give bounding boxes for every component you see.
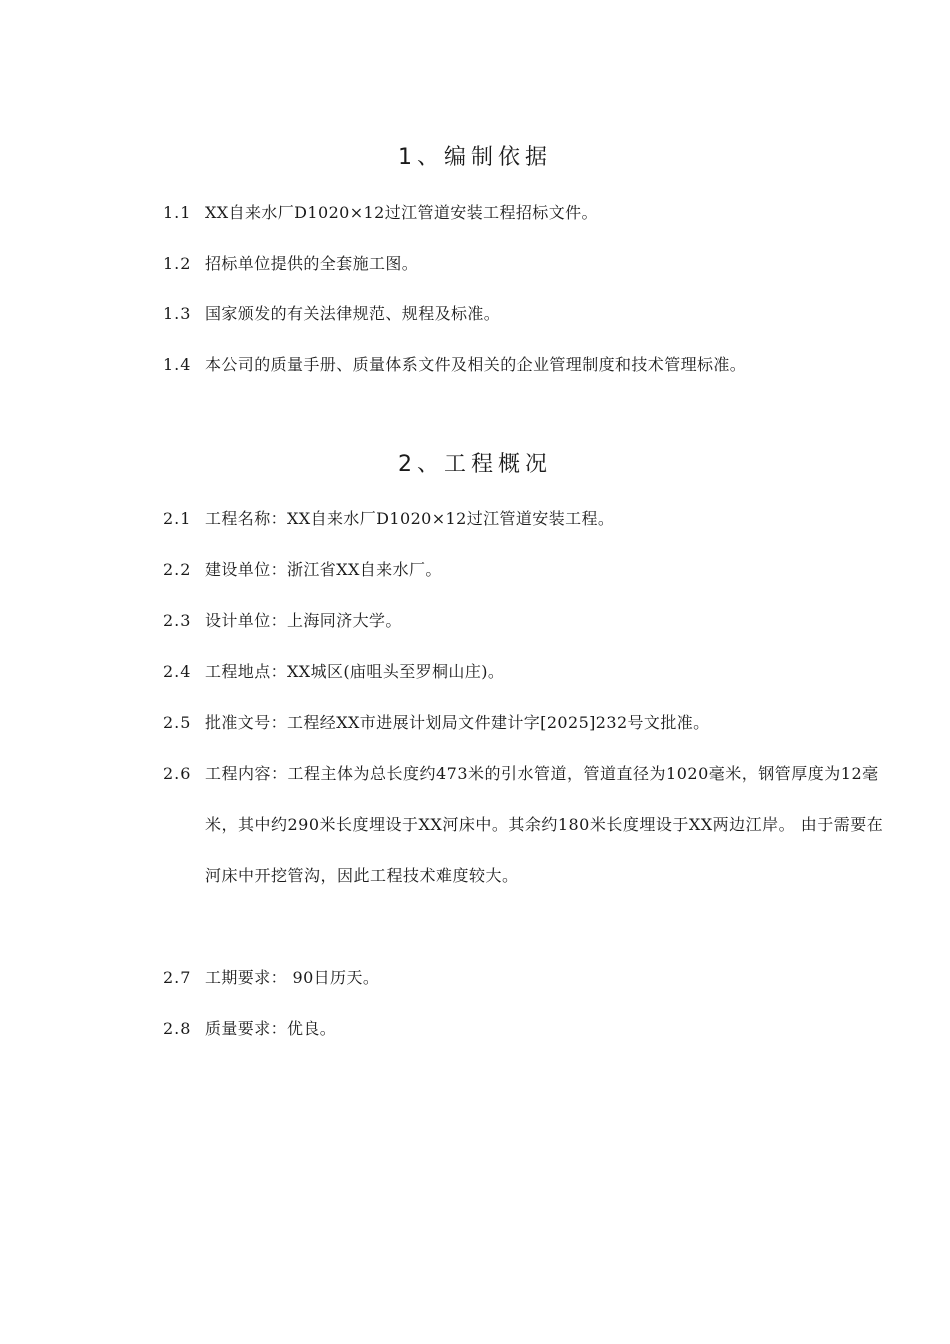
list-item: [163, 646, 863, 697]
list-item: [163, 595, 863, 646]
list-item: [163, 493, 863, 544]
list-item: [163, 748, 890, 901]
item-number: 1.2: [163, 254, 192, 273]
item-text: 批准文号：工程经XX市进展计划局文件建计字[2025]232号文批准。: [205, 713, 710, 732]
section-title-overview: 2、工程概况: [398, 452, 552, 477]
item-text: 工程内容：工程主体为总长度约473米的引水管道，管道直径为1020毫米，钢管厚度为12毫米，其中约290米长度埋设于XX河床中。其余约180米长度埋设于XX两边江岸。 由于需要在河床中开挖管沟，因此工程技术难度较大。: [205, 764, 884, 885]
list-item: [163, 697, 863, 748]
item-number: 2.3: [163, 611, 192, 630]
item-text: 质量要求：优良。: [205, 1019, 337, 1038]
list-item: [163, 187, 863, 238]
item-number: 2.5: [163, 713, 192, 732]
item-number: 1.3: [163, 304, 192, 323]
item-text: XX自来水厂D1020×12过江管道安装工程招标文件。: [205, 203, 598, 222]
list-item: [163, 1003, 863, 1054]
item-number: 2.1: [163, 509, 192, 528]
item-number: 2.8: [163, 1019, 192, 1038]
list-item: [163, 339, 863, 390]
item-text: 建设单位：浙江省XX自来水厂。: [205, 560, 442, 579]
item-text: 招标单位提供的全套施工图。: [205, 254, 419, 273]
item-number: 1.1: [163, 203, 192, 222]
list-item: [163, 544, 863, 595]
list-item: [163, 238, 863, 289]
list-item: [163, 288, 863, 339]
item-text: 本公司的质量手册、质量体系文件及相关的企业管理制度和技术管理标准。: [205, 355, 747, 374]
item-text: 国家颁发的有关法律规范、规程及标准。: [205, 304, 501, 323]
item-number: 1.4: [163, 355, 192, 374]
item-number: 2.7: [163, 968, 192, 987]
item-text: 工期要求： 90日历天。: [205, 968, 380, 987]
item-number: 2.6: [163, 764, 192, 783]
item-number: 2.4: [163, 662, 192, 681]
item-text: 工程地点：XX城区(庙咀头至罗桐山庄)。: [205, 662, 505, 681]
section-title-basis: 1、编制依据: [398, 145, 552, 170]
item-text: 设计单位：上海同济大学。: [205, 611, 402, 630]
list-item: [163, 952, 863, 1003]
item-text: 工程名称：XX自来水厂D1020×12过江管道安装工程。: [205, 509, 615, 528]
item-number: 2.2: [163, 560, 192, 579]
